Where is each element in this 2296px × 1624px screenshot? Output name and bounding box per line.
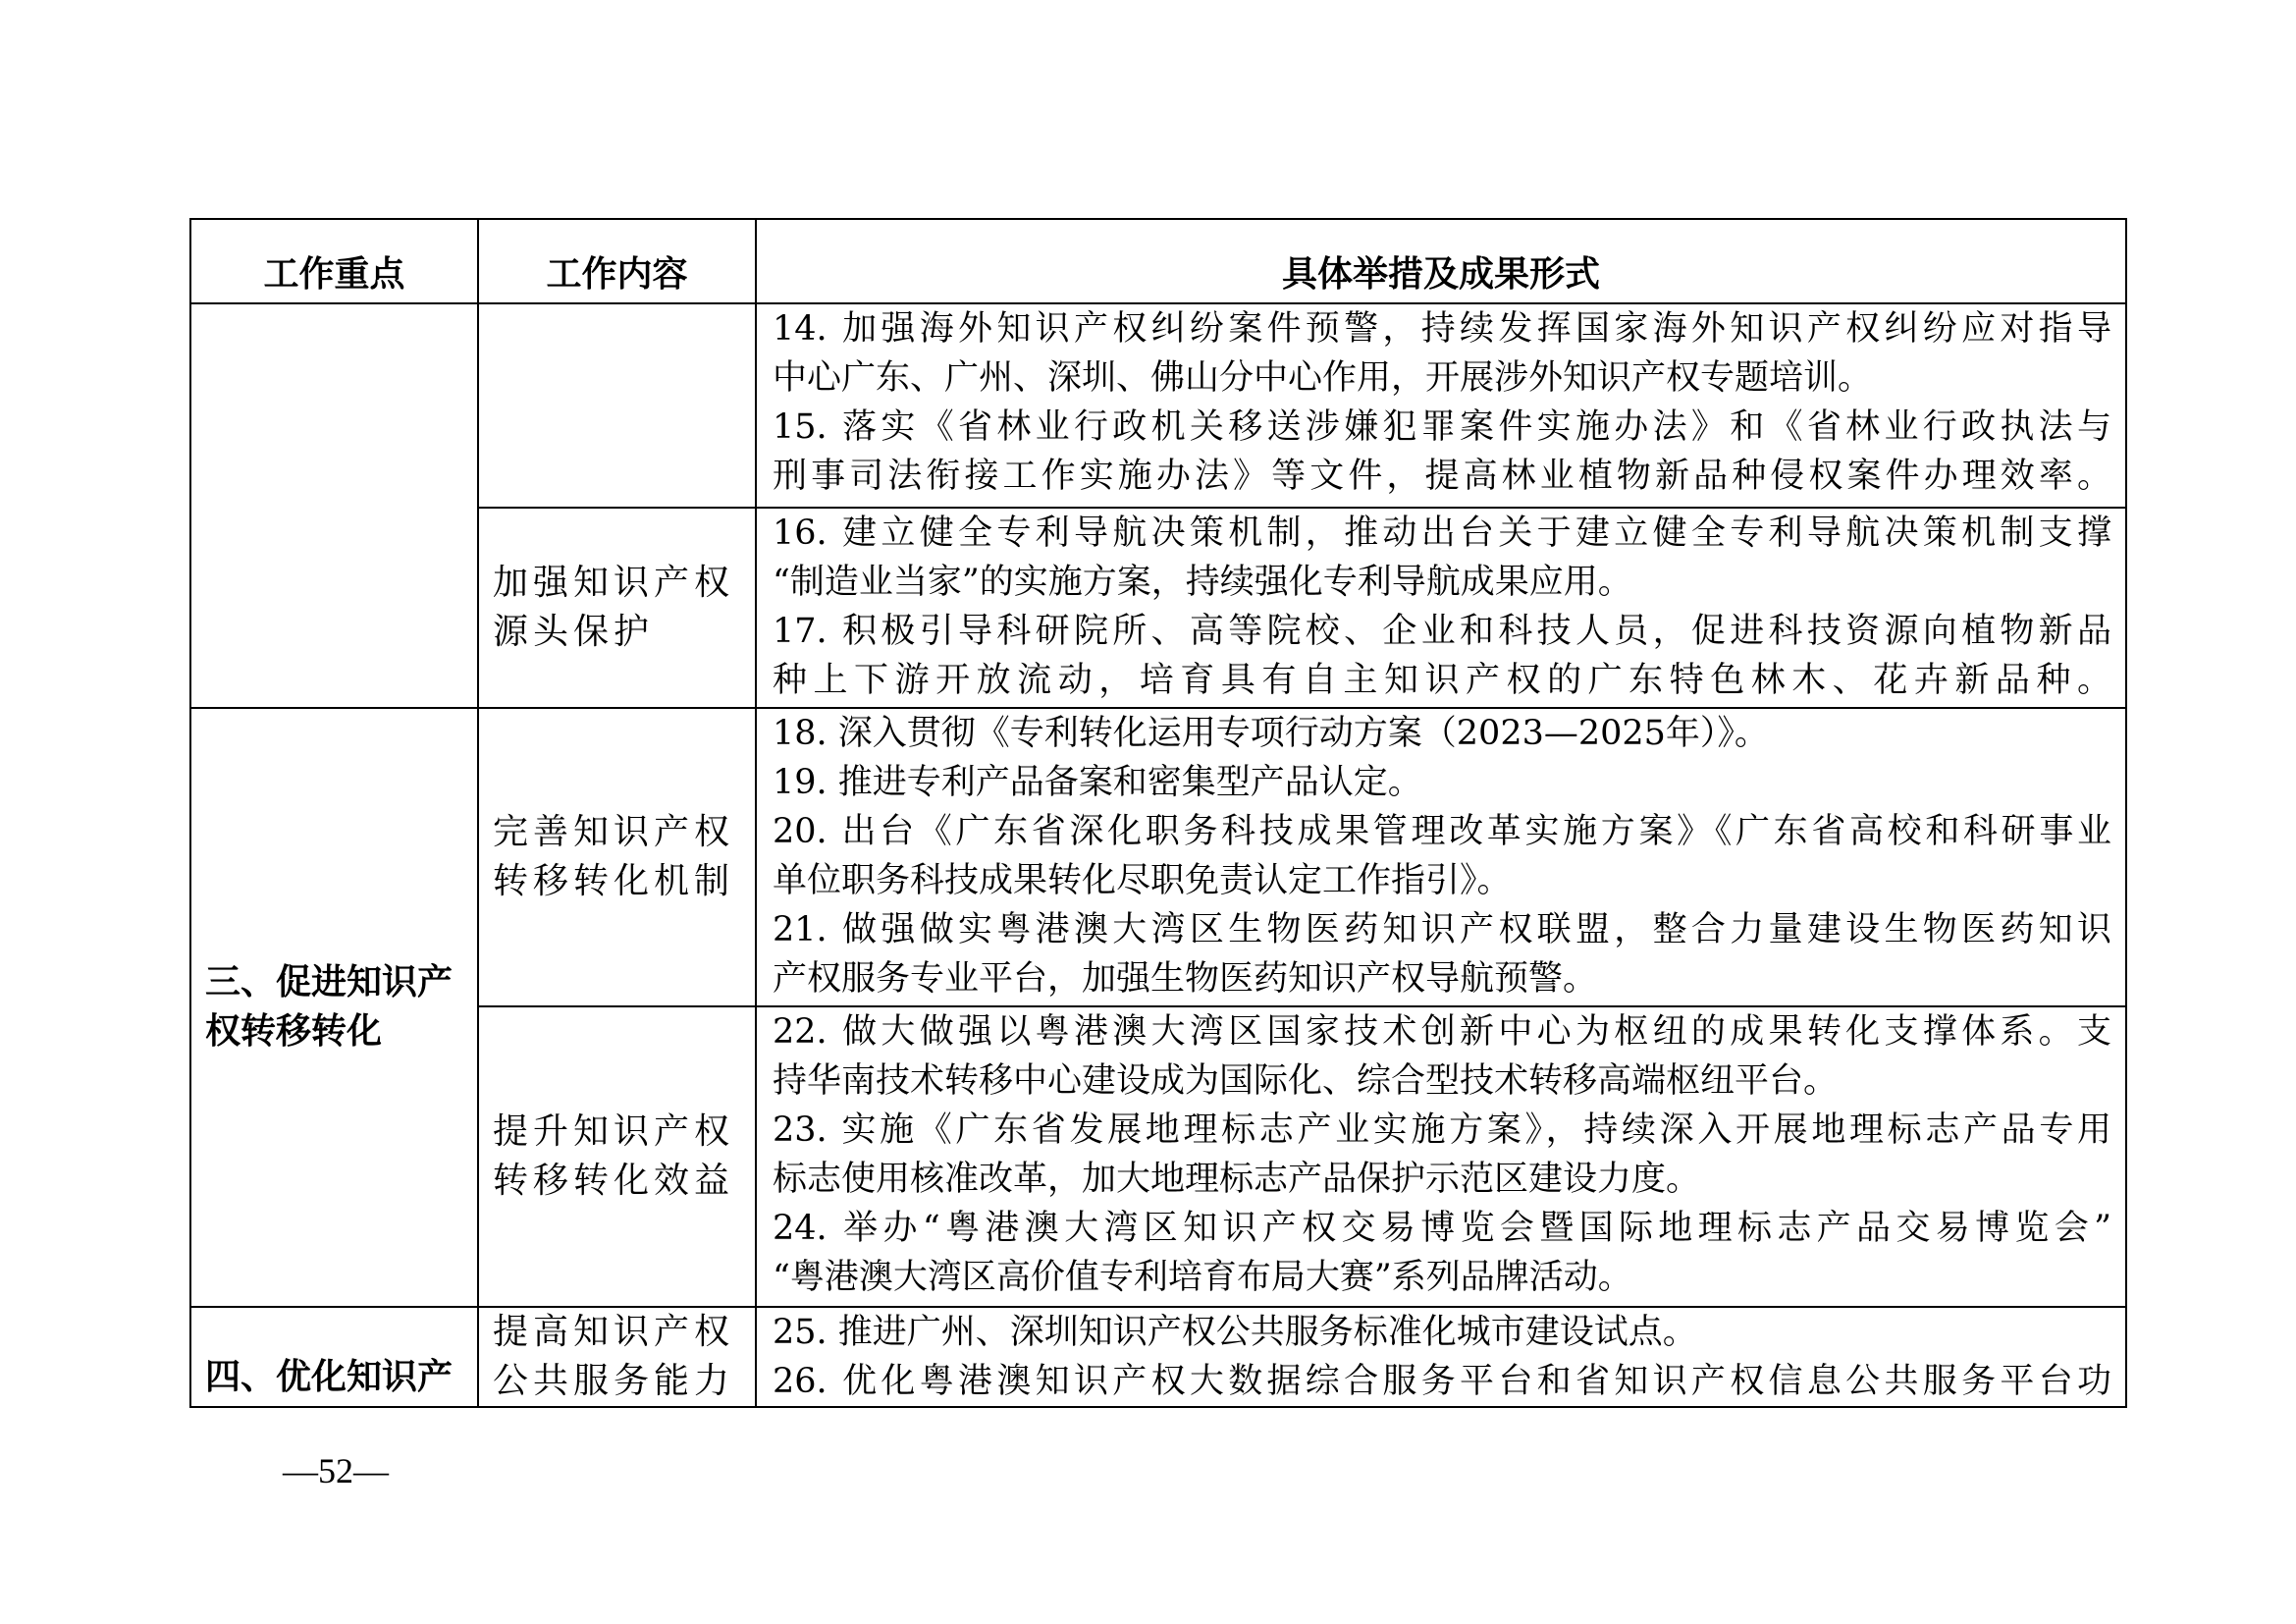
header-work-focus: 工作重点 [190,219,478,303]
measure-line: 持华南技术转移中心建设成为国际化、综合型技术转移高端枢纽平台。 [773,1061,1839,1101]
measure-line: 18. 深入贯彻《专利转化运用专项行动方案（2023—2025年）》。 [773,714,1769,753]
work-content-cell: 完善知识产权转移转化机制 [478,708,756,1006]
table-row [190,1006,2126,1307]
measure-line: 25. 推进广州、深圳知识产权公共服务标准化城市建设试点。 [773,1313,1697,1352]
measure-line: 刑事司法衔接工作实施办法》等文件，提高林业植物新品种侵权案件办理效率。 [773,457,2111,496]
measure-line: 26. 优化粤港澳知识产权大数据综合服务平台和省知识产权信息公共服务平台功 [773,1362,2111,1401]
work-focus-cell: 三、促进知识产权转移转化 [190,708,478,1307]
measure-line: 24. 举办“粤港澳大湾区知识产权交易博览会暨国际地理标志产品交易博览会” [773,1209,2111,1248]
work-content-cell: 提高知识产权公共服务能力 [478,1307,756,1407]
measure-line: 16. 建立健全专利导航决策机制，推动出台关于建立健全专利导航决策机制支撑 [773,514,2111,553]
measure-line: 23. 实施《广东省发展地理标志产业实施方案》，持续深入开展地理标志产品专用 [773,1110,2111,1150]
table-row [190,708,2126,1006]
page-number: —52— [283,1451,389,1490]
work-content-cell: 提升知识产权转移转化效益 [478,1006,756,1307]
measure-line: “粤港澳大湾区高价值专利培育布局大赛”系列品牌活动。 [773,1258,1632,1297]
measures-cell [756,708,2126,1006]
measure-line: 19. 推进专利产品备案和密集型产品认定。 [773,763,1422,802]
measure-line: 种上下游开放流动，培育具有自主知识产权的广东特色林木、花卉新品种。 [773,661,2111,700]
measures-cell [756,1307,2126,1407]
measure-line: 21. 做强做实粤港澳大湾区生物医药知识产权联盟，整合力量建设生物医药知识 [773,910,2111,949]
table-row [190,508,2126,708]
measure-line: 15. 落实《省林业行政机关移送涉嫌犯罪案件实施办法》和《省林业行政执法与 [773,407,2111,447]
header-measures: 具体举措及成果形式 [756,219,2126,303]
measure-line: 17. 积极引导科研院所、高等院校、企业和科技人员，促进科技资源向植物新品 [773,612,2111,651]
measure-line: 单位职务科技成果转化尽职免责认定工作指引》。 [773,861,1512,900]
table-header-row [190,219,2126,303]
header-work-content: 工作内容 [478,219,756,303]
table-row [190,1307,2126,1407]
measures-cell [756,303,2126,508]
measure-line: 14. 加强海外知识产权纠纷案件预警，持续发挥国家海外知识产权纠纷应对指导 [773,309,2111,349]
measure-line: 标志使用核准改革，加大地理标志产品保护示范区建设力度。 [773,1160,1701,1199]
measures-cell [756,508,2126,708]
measure-line: 中心广东、广州、深圳、佛山分中心作用，开展涉外知识产权专题培训。 [773,358,1873,398]
work-content-cell: 加强知识产权源头保护 [478,508,756,708]
work-plan-table [189,218,2127,1408]
work-content-cell [478,303,756,508]
table-row [190,303,2126,508]
work-focus-cell [190,303,478,708]
measure-line: 20. 出台《广东省深化职务科技成果管理改革实施方案》《广东省高校和科研事业 [773,812,2111,851]
measure-line: 22. 做大做强以粤港澳大湾区国家技术创新中心为枢纽的成果转化支撑体系。支 [773,1012,2111,1052]
measures-cell [756,1006,2126,1307]
measure-line: “制造业当家”的实施方案，持续强化专利导航成果应用。 [773,563,1632,602]
work-focus-cell: 四、优化知识产 [190,1307,478,1407]
measure-line: 产权服务专业平台，加强生物医药知识产权导航预警。 [773,959,1598,999]
